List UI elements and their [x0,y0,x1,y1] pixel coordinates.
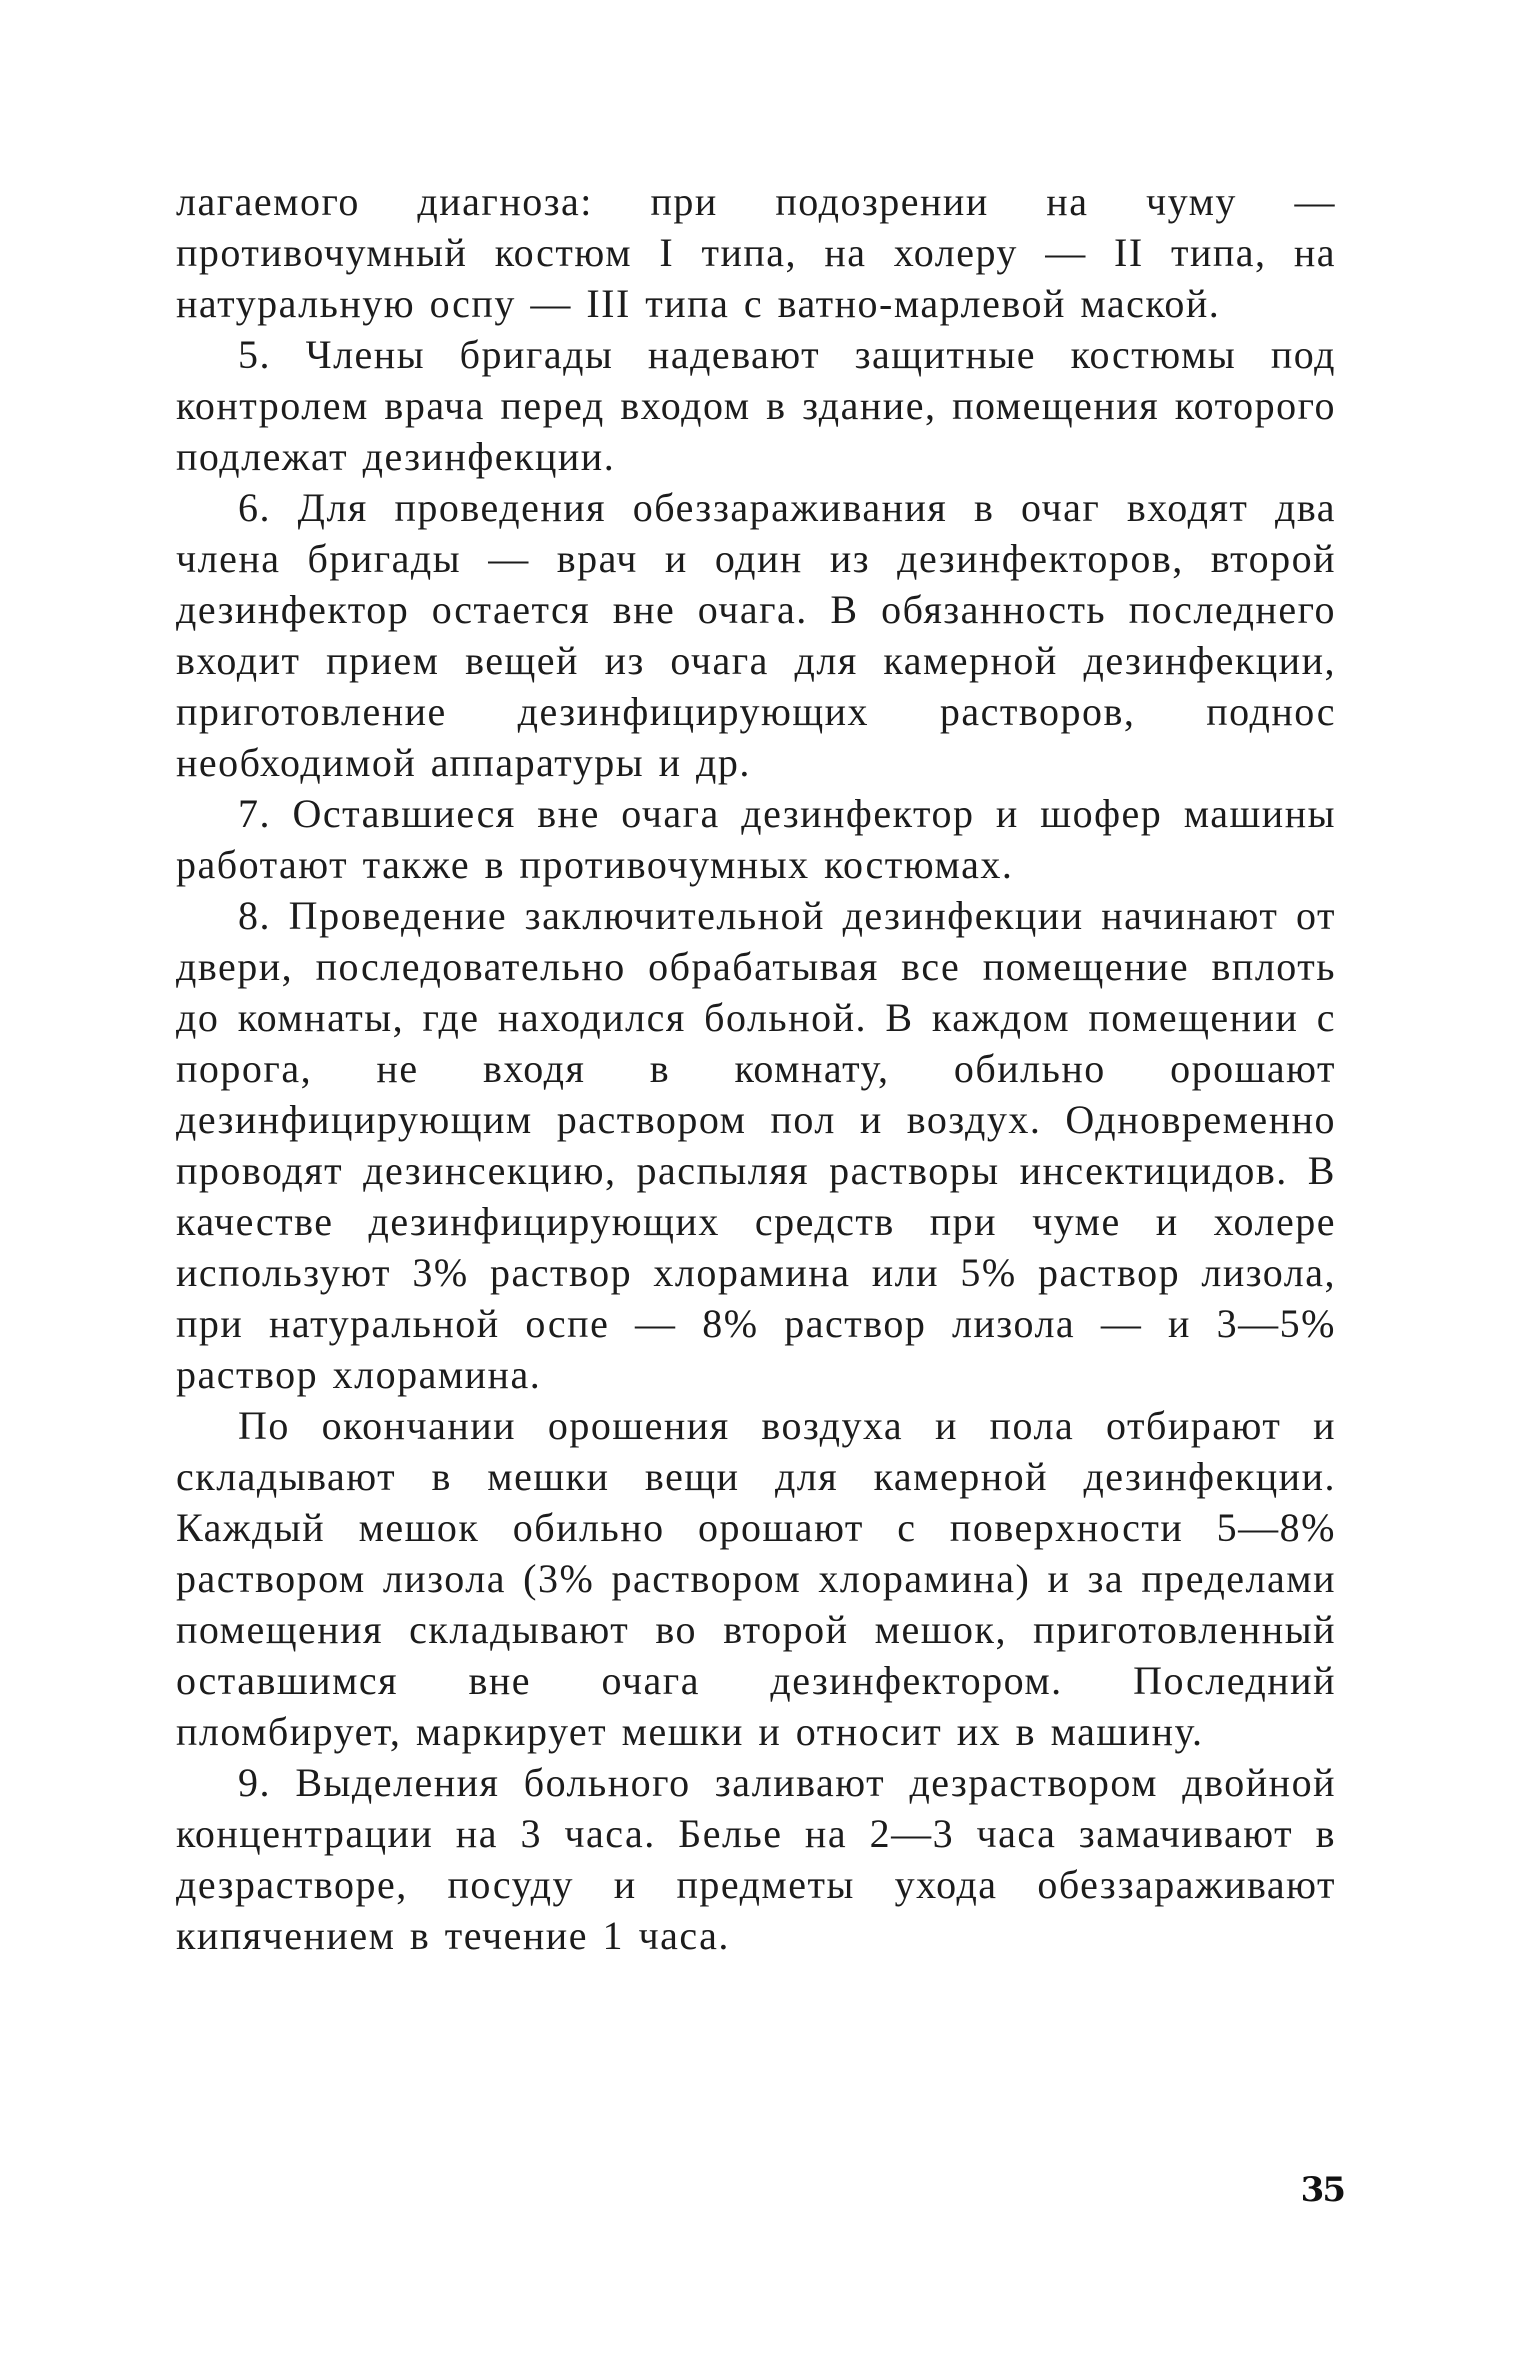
paragraph-continuation: лагаемого диагноза: при подозрении на чуму — противочумный костюм I типа, на холеру — II типа, на натуральную оспу — III типа с ватно-марлевой маской. [176,179,1336,326]
paragraph-item-5: 5. Члены бригады надевают защитные костюмы под контролем врача перед входом в здание, помещения которого подлежат дезинфекции. [176,332,1336,479]
paragraph-item-6: 6. Для проведения обеззараживания в очаг входят два члена бригады — врач и один из дезинфекторов, второй дезинфектор остается вне очага. В обязанность последнего входит прием вещей из очага для камерной дезинфекции, приготовление дезинфицирующих растворов, поднос необходимой аппаратуры и др. [176,485,1336,785]
paragraph-item-8: 8. Проведение заключительной дезинфекции начинают от двери, последовательно обрабатывая все помещение вплоть до комнаты, где находился больной. В каждом помещении с порога, не входя в комнату, обильно орошают дезинфицирующим раствором пол и воздух. Одновременно проводят дезинсекцию, распыляя растворы инсектицидов. В качестве дезинфицирующих средств при чуме и холере используют 3% раствор хлорамина или 5% раствор лизола, при натуральной оспе — 8% раствор лизола — и 3—5% раствор хлорамина. [176,893,1336,1397]
page-number: 35 [1300,2170,1344,2210]
paragraph-item-9: 9. Выделения больного заливают дезраствором двойной концентрации на 3 часа. Белье на 2—3 часа замачивают в дезрастворе, посуду и предметы ухода обеззараживают кипячением в течение 1 часа. [176,1760,1336,1958]
paragraph-item-8-continuation: По окончании орошения воздуха и пола отбирают и складывают в мешки вещи для камерной дезинфекции. Каждый мешок обильно орошают с поверхности 5—8% раствором лизола (3% раствором хлорамина) и за пределами помещения складывают во второй мешок, приготовленный оставшимся вне очага дезинфектором. Последний пломбирует, маркирует мешки и относит их в машину. [176,1403,1336,1754]
page-body-text [176,176,1336,1961]
paragraph-item-7: 7. Оставшиеся вне очага дезинфектор и шофер машины работают также в противочумных костюмах. [176,791,1336,887]
